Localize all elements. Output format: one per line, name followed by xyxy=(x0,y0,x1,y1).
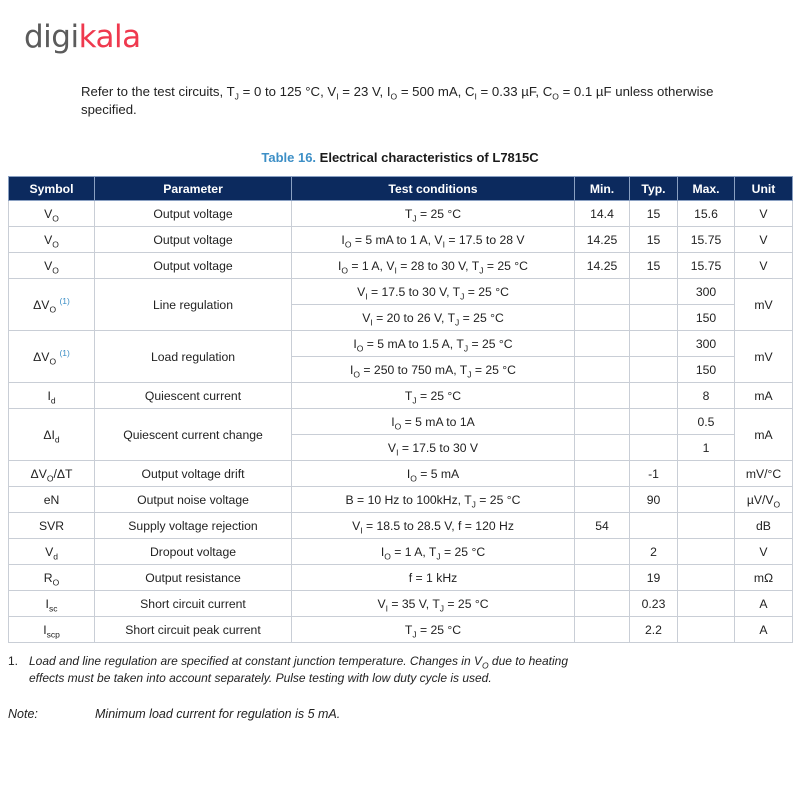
max-cell: 15.6 xyxy=(678,201,735,227)
conditions-cell: $V_I = 17.5$ to 30 V, $T_J = 25$ °C xyxy=(292,279,575,305)
min-cell xyxy=(575,539,630,565)
conditions-cell: f = 1 kHz xyxy=(292,565,575,591)
table-row xyxy=(9,617,793,643)
footnote-number: 1. xyxy=(8,654,19,668)
table-row xyxy=(9,383,793,409)
max-cell: 150 xyxy=(678,305,735,331)
conditions-cell: B = 10 Hz to 100kHz, $T_J = 25$ °C xyxy=(292,487,575,513)
parameter-cell: Output voltage xyxy=(95,253,292,279)
table-row xyxy=(9,279,793,305)
max-cell xyxy=(678,565,735,591)
symbol-cell: $V_O$ xyxy=(9,253,95,279)
max-cell: 1 xyxy=(678,435,735,461)
conditions-cell: $I_O = 1$ A, $T_J = 25$ °C xyxy=(292,539,575,565)
conditions-cell: $I_O = 5$ mA to 1A xyxy=(292,409,575,435)
parameter-cell: Load regulation xyxy=(95,331,292,383)
parameter-cell: Quiescent current xyxy=(95,383,292,409)
unit-cell: V xyxy=(735,201,793,227)
parameter-cell: Output voltage xyxy=(95,227,292,253)
min-cell: 54 xyxy=(575,513,630,539)
parameter-cell: Dropout voltage xyxy=(95,539,292,565)
symbol-cell: $I_d$ xyxy=(9,383,95,409)
symbol-cell: eN xyxy=(9,487,95,513)
min-cell xyxy=(575,435,630,461)
table-row xyxy=(9,201,793,227)
header-test-conditions: Test conditions xyxy=(292,177,575,201)
note xyxy=(8,707,340,721)
min-cell xyxy=(575,461,630,487)
symbol-cell: $\Delta V_O$ $^{(1)}$ xyxy=(9,331,95,383)
unit-cell: V xyxy=(735,253,793,279)
min-cell xyxy=(575,279,630,305)
parameter-cell: Short circuit current xyxy=(95,591,292,617)
typ-cell xyxy=(630,279,678,305)
table-row xyxy=(9,539,793,565)
parameter-cell: Supply voltage rejection xyxy=(95,513,292,539)
parameter-cell: Quiescent current change xyxy=(95,409,292,461)
symbol-cell: $I_{sc}$ xyxy=(9,591,95,617)
conditions-cell: $I_O = 5$ mA to 1.5 A, $T_J = 25$ °C xyxy=(292,331,575,357)
typ-cell xyxy=(630,409,678,435)
typ-cell xyxy=(630,357,678,383)
typ-cell xyxy=(630,513,678,539)
typ-cell xyxy=(630,383,678,409)
unit-cell: $\mu V/V_O$ xyxy=(735,487,793,513)
footnote-ref: (1) xyxy=(59,347,70,358)
max-cell xyxy=(678,487,735,513)
unit-cell: mA xyxy=(735,383,793,409)
footnote-ref: (1) xyxy=(59,295,70,306)
max-cell: 150 xyxy=(678,357,735,383)
conditions-cell: $V_I = 35$ V, $T_J = 25$ °C xyxy=(292,591,575,617)
parameter-cell: Output voltage xyxy=(95,201,292,227)
min-cell xyxy=(575,383,630,409)
conditions-cell: $I_O = 250$ to 750 mA, $T_J = 25$ °C xyxy=(292,357,575,383)
max-cell xyxy=(678,461,735,487)
max-cell: 8 xyxy=(678,383,735,409)
conditions-cell: $T_J = 25$ °C xyxy=(292,383,575,409)
note-label: Note: xyxy=(8,707,38,721)
symbol-cell: $I_{scp}$ xyxy=(9,617,95,643)
header-unit: Unit xyxy=(735,177,793,201)
min-cell xyxy=(575,305,630,331)
max-cell: 0.5 xyxy=(678,409,735,435)
max-cell: 15.75 xyxy=(678,253,735,279)
symbol-cell: $V_O$ xyxy=(9,201,95,227)
min-cell xyxy=(575,617,630,643)
conditions-cell: $I_O = 5$ mA to 1 A, $V_I = 17.5$ to 28 V xyxy=(292,227,575,253)
symbol-cell: SVR xyxy=(9,513,95,539)
symbol-cell: $\Delta I_d$ xyxy=(9,409,95,461)
parameter-cell: Output voltage drift xyxy=(95,461,292,487)
table-row xyxy=(9,227,793,253)
typ-cell: 2.2 xyxy=(630,617,678,643)
table-row xyxy=(9,409,793,435)
intro-paragraph: Refer to the test circuits, $T_J = 0$ to 125 °C, $V_I = 23$ V, $I_O = 500$ mA, $C_I = 0.33$ µF, $C_O = 0.1$ µF unless otherwise specified. xyxy=(81,84,714,117)
electrical-characteristics-table xyxy=(8,176,793,643)
typ-cell xyxy=(630,331,678,357)
header-symbol: Symbol xyxy=(9,177,95,201)
min-cell xyxy=(575,487,630,513)
header-parameter: Parameter xyxy=(95,177,292,201)
min-cell xyxy=(575,357,630,383)
unit-cell: A xyxy=(735,617,793,643)
conditions-cell: $V_I = 18.5$ to 28.5 V, f = 120 Hz xyxy=(292,513,575,539)
max-cell xyxy=(678,617,735,643)
max-cell xyxy=(678,539,735,565)
symbol-cell: $\Delta V_O/\Delta T$ xyxy=(9,461,95,487)
max-cell xyxy=(678,591,735,617)
typ-cell: 0.23 xyxy=(630,591,678,617)
note-text: Minimum load current for regulation is 5 mA. xyxy=(95,707,341,721)
footnote: 1. Load and line regulation are specified at constant junction temperature. Changes in $V_O$ due to heating effects must be taken into account separately. Pulse testing with low duty cycle is used. xyxy=(8,654,568,685)
unit-cell: mV xyxy=(735,331,793,383)
table-row xyxy=(9,461,793,487)
typ-cell: -1 xyxy=(630,461,678,487)
unit-cell: mV/°C xyxy=(735,461,793,487)
min-cell: 14.25 xyxy=(575,253,630,279)
min-cell xyxy=(575,591,630,617)
unit-cell: V xyxy=(735,539,793,565)
table-header-row xyxy=(9,177,793,201)
table-row xyxy=(9,591,793,617)
header-typ: Typ. xyxy=(630,177,678,201)
conditions-cell: $V_I = 20$ to 26 V, $T_J = 25$ °C xyxy=(292,305,575,331)
typ-cell: 19 xyxy=(630,565,678,591)
parameter-cell: Output noise voltage xyxy=(95,487,292,513)
symbol-cell: $R_O$ xyxy=(9,565,95,591)
table-caption: Table 16. Electrical characteristics of L7815C xyxy=(261,150,539,165)
table-row xyxy=(9,565,793,591)
max-cell: 15.75 xyxy=(678,227,735,253)
symbol-cell: $\Delta V_O$ $^{(1)}$ xyxy=(9,279,95,331)
parameter-cell: Line regulation xyxy=(95,279,292,331)
min-cell: 14.25 xyxy=(575,227,630,253)
table-row xyxy=(9,487,793,513)
typ-cell: 2 xyxy=(630,539,678,565)
typ-cell: 15 xyxy=(630,201,678,227)
min-cell xyxy=(575,331,630,357)
conditions-cell: $T_J = 25$ °C xyxy=(292,617,575,643)
unit-cell: mA xyxy=(735,409,793,461)
symbol-cell: $V_O$ xyxy=(9,227,95,253)
conditions-cell: $T_J = 25$ °C xyxy=(292,201,575,227)
conditions-cell: $I_O = 1$ A, $V_I = 28$ to 30 V, $T_J = 25$ °C xyxy=(292,253,575,279)
header-min: Min. xyxy=(575,177,630,201)
table-row xyxy=(9,253,793,279)
table-row xyxy=(9,331,793,357)
typ-cell: 90 xyxy=(630,487,678,513)
typ-cell xyxy=(630,305,678,331)
max-cell xyxy=(678,513,735,539)
typ-cell xyxy=(630,435,678,461)
max-cell: 300 xyxy=(678,331,735,357)
typ-cell: 15 xyxy=(630,227,678,253)
digikala-logo: digikala xyxy=(24,19,141,55)
header-max: Max. xyxy=(678,177,735,201)
min-cell xyxy=(575,409,630,435)
conditions-cell: $I_O = 5$ mA xyxy=(292,461,575,487)
min-cell: 14.4 xyxy=(575,201,630,227)
min-cell xyxy=(575,565,630,591)
unit-cell: dB xyxy=(735,513,793,539)
conditions-cell: $V_I = 17.5$ to 30 V xyxy=(292,435,575,461)
unit-cell: mV xyxy=(735,279,793,331)
symbol-cell: $V_d$ xyxy=(9,539,95,565)
parameter-cell: Output resistance xyxy=(95,565,292,591)
unit-cell: A xyxy=(735,591,793,617)
unit-cell: mΩ xyxy=(735,565,793,591)
typ-cell: 15 xyxy=(630,253,678,279)
max-cell: 300 xyxy=(678,279,735,305)
table-row xyxy=(9,513,793,539)
unit-cell: V xyxy=(735,227,793,253)
parameter-cell: Short circuit peak current xyxy=(95,617,292,643)
